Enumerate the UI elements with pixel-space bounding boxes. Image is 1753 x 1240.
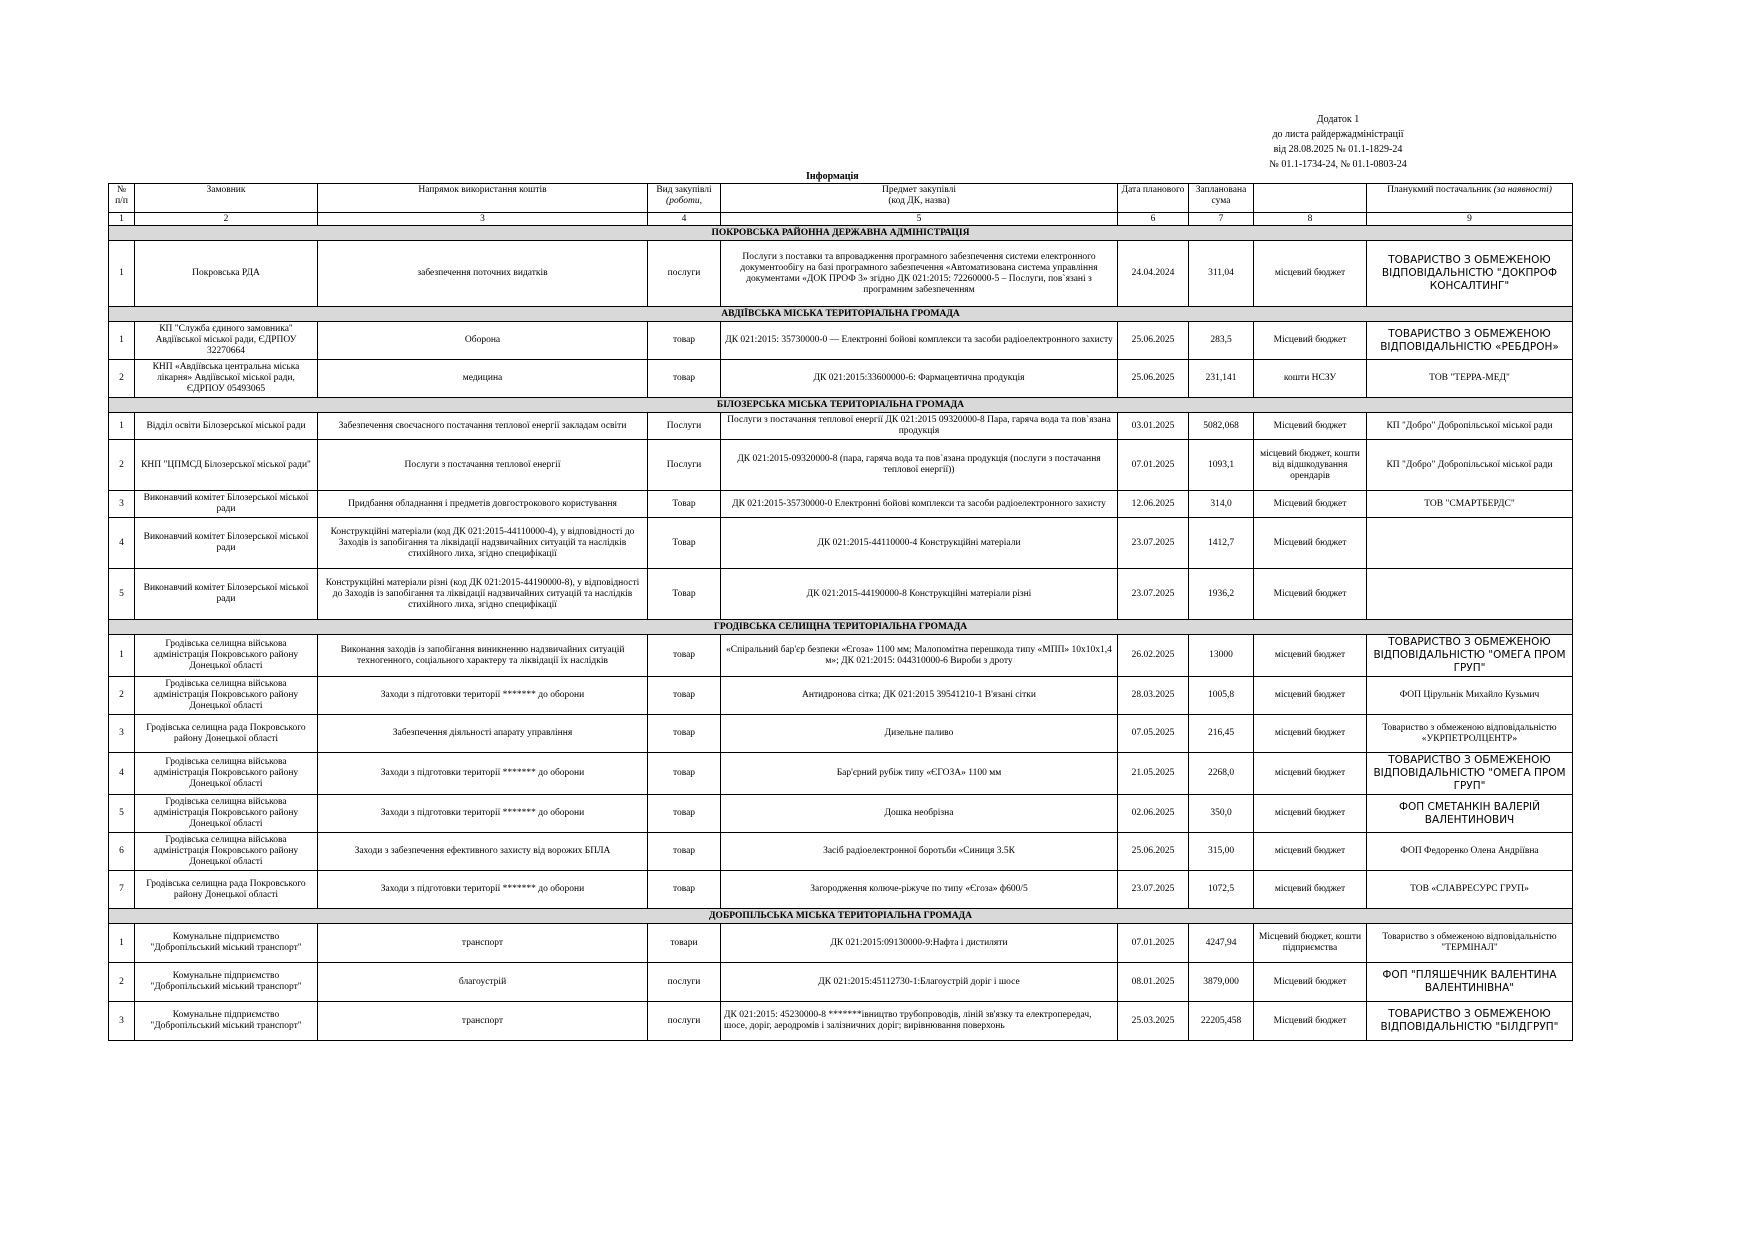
row-number: 3 xyxy=(109,715,135,753)
supplier-cell: Товариство з обмеженою відповідальністю "ТЕРМІНАЛ" xyxy=(1367,924,1573,963)
date-cell: 23.07.2025 xyxy=(1118,871,1189,909)
customer-cell: Гродівська селищна військова адміністрація Покровського району Донецької області xyxy=(135,753,318,795)
sum-cell: 1005,8 xyxy=(1189,677,1254,715)
date-cell: 24.04.2024 xyxy=(1118,241,1189,307)
date-cell: 07.05.2025 xyxy=(1118,715,1189,753)
column-numbers-row xyxy=(109,213,1573,226)
table-row xyxy=(109,677,1573,715)
row-number: 2 xyxy=(109,360,135,398)
customer-cell: Комунальне підприємство "Добропільський міський транспорт" xyxy=(135,1002,318,1041)
customer-cell: Гродівська селищна рада Покровського району Донецької області xyxy=(135,871,318,909)
type-cell: послуги xyxy=(648,241,721,307)
table-row xyxy=(109,753,1573,795)
sum-cell: 216,45 xyxy=(1189,715,1254,753)
col-number: 2 xyxy=(135,213,318,226)
date-cell: 07.01.2025 xyxy=(1118,440,1189,491)
date-cell: 12.06.2025 xyxy=(1118,491,1189,518)
type-cell: товар xyxy=(648,360,721,398)
source-cell: Місцевий бюджет xyxy=(1254,413,1367,440)
source-cell: місцевий бюджет xyxy=(1254,715,1367,753)
customer-cell: Покровська РДА xyxy=(135,241,318,307)
subject-cell: ДК 021:2015-44190000-8 Конструкційні матеріали різні xyxy=(721,569,1118,620)
direction-cell: Забезпечення своєчасного постачання теплової енергії закладам освіти xyxy=(318,413,648,440)
date-cell: 21.05.2025 xyxy=(1118,753,1189,795)
customer-cell: КНП «Авдіївська центральна міська лікарня» Авдіївської міської ради, ЄДРПОУ 05493065 xyxy=(135,360,318,398)
direction-cell: Заходи з забезпечення ефективного захисту від ворожих БПЛА xyxy=(318,833,648,871)
supplier-cell: КП "Добро" Добропільської міської ради xyxy=(1367,440,1573,491)
table-row xyxy=(109,871,1573,909)
supplier-cell: ТОВАРИСТВО З ОБМЕЖЕНОЮ ВІДПОВІДАЛЬНІСТЮ "ОМЕГА ПРОМ ГРУП" xyxy=(1367,753,1573,795)
row-number: 1 xyxy=(109,241,135,307)
supplier-cell: Товариство з обмеженою відповідальністю «УКРПЕТРОЛЦЕНТР» xyxy=(1367,715,1573,753)
header-line-1: Додаток 1 xyxy=(1316,114,1360,125)
source-cell: місцевий бюджет xyxy=(1254,753,1367,795)
col-header-source xyxy=(1254,184,1367,213)
procurement-table xyxy=(108,183,1573,1041)
source-cell: місцевий бюджет xyxy=(1254,833,1367,871)
subject-cell: ДК 021:2015:45112730-1:Благоустрій доріг і шосе xyxy=(721,963,1118,1002)
row-number: 1 xyxy=(109,413,135,440)
col-header-date: Дата планового xyxy=(1118,184,1189,213)
sum-cell: 4247,94 xyxy=(1189,924,1254,963)
row-number: 2 xyxy=(109,963,135,1002)
row-number: 6 xyxy=(109,833,135,871)
section-header xyxy=(109,398,1573,413)
customer-cell: Гродівська селищна військова адміністрація Покровського району Донецької області xyxy=(135,677,318,715)
source-cell: кошти НСЗУ xyxy=(1254,360,1367,398)
subject-cell: ДК 021:2015:33600000-6: Фармацевтична продукція xyxy=(721,360,1118,398)
sum-cell: 1093,1 xyxy=(1189,440,1254,491)
col-number: 9 xyxy=(1367,213,1573,226)
direction-cell: Заходи з підготовки території ******* до оборони xyxy=(318,795,648,833)
direction-cell: Виконання заходів із запобігання виникненню надзвичайних ситуацій техногенного, соціального характеру та ліквідації їх наслідків xyxy=(318,635,648,677)
type-cell: товар xyxy=(648,833,721,871)
title-text: Інформація xyxy=(806,171,859,182)
supplier-cell: КП "Добро" Добропільської міської ради xyxy=(1367,413,1573,440)
customer-cell: Комунальне підприємство "Добропільський міський транспорт" xyxy=(135,963,318,1002)
subject-cell: Бар'єрний рубіж типу «ЄГОЗА» 1100 мм xyxy=(721,753,1118,795)
sum-cell: 231,141 xyxy=(1189,360,1254,398)
sum-cell: 3879,000 xyxy=(1189,963,1254,1002)
customer-cell: Виконавчий комітет Білозерської міської ради xyxy=(135,491,318,518)
date-cell: 23.07.2025 xyxy=(1118,569,1189,620)
section-title: БІЛОЗЕРСЬКА МІСЬКА ТЕРИТОРІАЛЬНА ГРОМАДА xyxy=(109,398,1573,413)
subject-cell: ДК 021:2015:09130000-9:Нафта і дистиляти xyxy=(721,924,1118,963)
col-header-supplier xyxy=(1367,184,1573,213)
subject-cell: ДК 021:2015-35730000-0 Електронні бойові комплекси та засоби радіоелектронного захисту xyxy=(721,491,1118,518)
sum-cell: 22205,458 xyxy=(1189,1002,1254,1041)
supplier-cell: ФОП "ПЛЯШЕЧНИК ВАЛЕНТИНА ВАЛЕНТИНІВНА" xyxy=(1367,963,1573,1002)
table-row xyxy=(109,1002,1573,1041)
row-number: 3 xyxy=(109,491,135,518)
table-row xyxy=(109,795,1573,833)
type-cell: товар xyxy=(648,795,721,833)
source-cell: місцевий бюджет xyxy=(1254,795,1367,833)
table-row xyxy=(109,635,1573,677)
header-row xyxy=(109,184,1573,213)
direction-cell: Конструкційні матеріали (код ДК 021:2015-44110000-4), у відповідності до Заходів із запобігання та ліквідації надзвичайних ситуацій та наслідків стихійного лиха, згідно специфікації xyxy=(318,518,648,569)
col-number: 8 xyxy=(1254,213,1367,226)
col-number: 6 xyxy=(1118,213,1189,226)
table-row xyxy=(109,440,1573,491)
source-cell: Місцевий бюджет, кошти підприємства xyxy=(1254,924,1367,963)
sum-cell: 283,5 xyxy=(1189,322,1254,360)
date-cell: 07.01.2025 xyxy=(1118,924,1189,963)
source-cell: Місцевий бюджет xyxy=(1254,491,1367,518)
customer-cell: Гродівська селищна військова адміністрація Покровського району Донецької області xyxy=(135,635,318,677)
type-cell: товари xyxy=(648,924,721,963)
direction-cell: Заходи з підготовки території ******* до оборони xyxy=(318,753,648,795)
date-cell: 28.03.2025 xyxy=(1118,677,1189,715)
source-cell: місцевий бюджет xyxy=(1254,677,1367,715)
col-number: 5 xyxy=(721,213,1118,226)
supplier-cell: ФОП Федоренко Олена Андріївна xyxy=(1367,833,1573,871)
row-number: 1 xyxy=(109,924,135,963)
row-number: 3 xyxy=(109,1002,135,1041)
source-cell: Місцевий бюджет xyxy=(1254,963,1367,1002)
subject-cell: Послуги з поставки та впровадження програмного забезпечення системи електронного документообігу на базі програмного забезпечення «Автоматизована система управління документами «ДОК ПРОФ 3» згідно ДК 021:2015: 72260000-5 – Послуги, пов`язані з програмним забезпеченням xyxy=(721,241,1118,307)
type-cell: товар xyxy=(648,322,721,360)
table-row xyxy=(109,322,1573,360)
subject-cell: «Спіральний бар'єр безпеки «Єгоза» 1100 мм; Малопомітна перешкода типу «МПП» 10х10х1,4 м»; ДК 021:2015: 044310000-6 Вироби з дроту xyxy=(721,635,1118,677)
supplier-cell: ФОП СМЕТАНКІН ВАЛЕРІЙ ВАЛЕНТИНОВИЧ xyxy=(1367,795,1573,833)
header-line-4: № 01.1-1734-24, № 01.1-0803-24 xyxy=(1269,159,1407,170)
row-number: 5 xyxy=(109,795,135,833)
supplier-cell: ТОВ "ТЕРРА-МЕД" xyxy=(1367,360,1573,398)
section-header xyxy=(109,226,1573,241)
sum-cell: 1412,7 xyxy=(1189,518,1254,569)
table-row xyxy=(109,963,1573,1002)
type-cell: Товар xyxy=(648,518,721,569)
date-cell: 25.06.2025 xyxy=(1118,833,1189,871)
sum-cell: 314,0 xyxy=(1189,491,1254,518)
section-header xyxy=(109,307,1573,322)
section-title: АВДІЇВСЬКА МІСЬКА ТЕРИТОРІАЛЬНА ГРОМАДА xyxy=(109,307,1573,322)
header-line-3: від 28.08.2025 № 01.1-1829-24 xyxy=(1273,144,1403,155)
subject-cell: ДК 021:2015-44110000-4 Конструкційні матеріали xyxy=(721,518,1118,569)
table-row xyxy=(109,569,1573,620)
date-cell: 03.01.2025 xyxy=(1118,413,1189,440)
source-cell: Місцевий бюджет xyxy=(1254,1002,1367,1041)
col-header-subject-line2: (код ДК, назва) xyxy=(888,196,950,206)
subject-cell: ДК 021:2015: 45230000-8 *******івництво трубопроводів, ліній зв'язку та електропередач, шосе, доріг, аеродромів і залізничних доріг; вирівнювання поверхонь xyxy=(721,1002,1118,1041)
document-header xyxy=(1238,112,1438,172)
row-number: 2 xyxy=(109,440,135,491)
subject-cell: Послуги з постачання теплової енергії ДК 021:2015 09320000-8 Пара, гаряча вода та пов`язана продукція xyxy=(721,413,1118,440)
col-number: 7 xyxy=(1189,213,1254,226)
date-cell: 26.02.2025 xyxy=(1118,635,1189,677)
header-line-2: до листа райдержадміністрації xyxy=(1272,129,1404,140)
direction-cell: Оборона xyxy=(318,322,648,360)
table-row xyxy=(109,360,1573,398)
date-cell: 02.06.2025 xyxy=(1118,795,1189,833)
col-header-subject-line1: Предмет закупівлі xyxy=(882,185,956,195)
col-header-type-line2: (роботи, xyxy=(666,196,702,206)
direction-cell: забезпечення поточних видатків xyxy=(318,241,648,307)
subject-cell: Засіб радіоелектронної боротьби «Синиця 3.5К xyxy=(721,833,1118,871)
direction-cell: благоустрій xyxy=(318,963,648,1002)
sum-cell: 315,00 xyxy=(1189,833,1254,871)
col-number: 1 xyxy=(109,213,135,226)
date-cell: 08.01.2025 xyxy=(1118,963,1189,1002)
type-cell: Товар xyxy=(648,569,721,620)
col-number: 3 xyxy=(318,213,648,226)
type-cell: товар xyxy=(648,715,721,753)
type-cell: товар xyxy=(648,871,721,909)
customer-cell: Гродівська селищна військова адміністрація Покровського району Донецької області xyxy=(135,833,318,871)
table-row xyxy=(109,413,1573,440)
subject-cell: ДК 021:2015-09320000-8 (пара, гаряча вода та пов`язана продукція (послуги з постачання теплової енергії)) xyxy=(721,440,1118,491)
customer-cell: Гродівська селищна військова адміністрація Покровського району Донецької області xyxy=(135,795,318,833)
type-cell: послуги xyxy=(648,1002,721,1041)
supplier-cell: ТОВ «СЛАВРЕСУРС ГРУП» xyxy=(1367,871,1573,909)
date-cell: 25.03.2025 xyxy=(1118,1002,1189,1041)
type-cell: товар xyxy=(648,635,721,677)
customer-cell: КП "Служба єдиного замовника" Авдіївської міської ради, ЄДРПОУ 32270664 xyxy=(135,322,318,360)
sum-cell: 5082,068 xyxy=(1189,413,1254,440)
col-header-supplier-main: Планукмий постачальник xyxy=(1387,185,1492,195)
sum-cell: 1072,5 xyxy=(1189,871,1254,909)
table-row xyxy=(109,491,1573,518)
supplier-cell: ТОВАРИСТВО З ОБМЕЖЕНОЮ ВІДПОВІДАЛЬНІСТЮ "БІЛДГРУП" xyxy=(1367,1002,1573,1041)
supplier-cell: ФОП Цірульнік Михайло Кузьмич xyxy=(1367,677,1573,715)
row-number: 5 xyxy=(109,569,135,620)
direction-cell: медицина xyxy=(318,360,648,398)
row-number: 2 xyxy=(109,677,135,715)
col-number: 4 xyxy=(648,213,721,226)
source-cell: Місцевий бюджет xyxy=(1254,518,1367,569)
direction-cell: Заходи з підготовки території ******* до оборони xyxy=(318,871,648,909)
direction-cell: транспорт xyxy=(318,924,648,963)
row-number: 7 xyxy=(109,871,135,909)
section-title: ПОКРОВСЬКА РАЙОННА ДЕРЖАВНА АДМІНІСТРАЦІЯ xyxy=(109,226,1573,241)
type-cell: Послуги xyxy=(648,413,721,440)
section-title: ГРОДІВСЬКА СЕЛИЩНА ТЕРИТОРІАЛЬНА ГРОМАДА xyxy=(109,620,1573,635)
customer-cell: КНП "ЦПМСД Білозерської міської ради" xyxy=(135,440,318,491)
supplier-cell xyxy=(1367,518,1573,569)
row-number: 1 xyxy=(109,322,135,360)
supplier-cell: ТОВАРИСТВО З ОБМЕЖЕНОЮ ВІДПОВІДАЛЬНІСТЮ «РЕБДРОН» xyxy=(1367,322,1573,360)
table-row xyxy=(109,518,1573,569)
section-title: ДОБРОПІЛЬСЬКА МІСЬКА ТЕРИТОРІАЛЬНА ГРОМАДА xyxy=(109,909,1573,924)
direction-cell: Заходи з підготовки території ******* до оборони xyxy=(318,677,648,715)
col-header-subject xyxy=(721,184,1118,213)
customer-cell: Виконавчий комітет Білозерської міської ради xyxy=(135,569,318,620)
table-row xyxy=(109,924,1573,963)
source-cell: Місцевий бюджет xyxy=(1254,569,1367,620)
subject-cell: Дошка необрізна xyxy=(721,795,1118,833)
direction-cell: Забезпечення діяльності апарату управління xyxy=(318,715,648,753)
type-cell: товар xyxy=(648,753,721,795)
customer-cell: Гродівська селищна рада Покровського району Донецької області xyxy=(135,715,318,753)
source-cell: місцевий бюджет xyxy=(1254,635,1367,677)
col-header-type-line1: Вид закупівлі xyxy=(656,185,712,195)
customer-cell: Відділ освіти Білозерської міської ради xyxy=(135,413,318,440)
section-header xyxy=(109,620,1573,635)
col-header-type xyxy=(648,184,721,213)
section-header xyxy=(109,909,1573,924)
direction-cell: Послуги з постачання теплової енергії xyxy=(318,440,648,491)
supplier-cell xyxy=(1367,569,1573,620)
source-cell: місцевий бюджет, кошти від відшкодування орендарів xyxy=(1254,440,1367,491)
customer-cell: Комунальне підприємство "Добропільський міський транспорт" xyxy=(135,924,318,963)
type-cell: послуги xyxy=(648,963,721,1002)
type-cell: Послуги xyxy=(648,440,721,491)
subject-cell: Загородження колюче-ріжуче по типу «Єгоза» ф600/5 xyxy=(721,871,1118,909)
col-header-customer: Замовник xyxy=(135,184,318,213)
date-cell: 25.06.2025 xyxy=(1118,360,1189,398)
supplier-cell: ТОВАРИСТВО З ОБМЕЖЕНОЮ ВІДПОВІДАЛЬНІСТЮ "ДОКПРОФ КОНСАЛТИНГ" xyxy=(1367,241,1573,307)
direction-cell: Конструкційні матеріали різні (код ДК 021:2015-44190000-8), у відповідності до Заходів із запобігання та ліквідації надзвичайних ситуацій та наслідків стихійного лиха, згідно специфікації xyxy=(318,569,648,620)
table-row xyxy=(109,715,1573,753)
supplier-cell: ТОВ "СМАРТБЕРДС" xyxy=(1367,491,1573,518)
type-cell: товар xyxy=(648,677,721,715)
type-cell: Товар xyxy=(648,491,721,518)
col-header-number: № п/п xyxy=(109,184,135,213)
date-cell: 23.07.2025 xyxy=(1118,518,1189,569)
col-header-direction: Напрямок використання коштів xyxy=(318,184,648,213)
source-cell: Місцевий бюджет xyxy=(1254,322,1367,360)
sum-cell: 13000 xyxy=(1189,635,1254,677)
direction-cell: транспорт xyxy=(318,1002,648,1041)
sum-cell: 350,0 xyxy=(1189,795,1254,833)
sum-cell: 2268,0 xyxy=(1189,753,1254,795)
subject-cell: ДК 021:2015: 35730000-0 — Електронні бойові комплекси та засоби радіоелектронного захисту xyxy=(721,322,1118,360)
supplier-cell: ТОВАРИСТВО З ОБМЕЖЕНОЮ ВІДПОВІДАЛЬНІСТЮ "ОМЕГА ПРОМ ГРУП" xyxy=(1367,635,1573,677)
table-row xyxy=(109,241,1573,307)
subject-cell: Антидронова сітка; ДК 021:2015 39541210-1 В'язані сітки xyxy=(721,677,1118,715)
direction-cell: Придбання обладнання і предметів довгострокового користування xyxy=(318,491,648,518)
sum-cell: 311,04 xyxy=(1189,241,1254,307)
date-cell: 25.06.2025 xyxy=(1118,322,1189,360)
customer-cell: Виконавчий комітет Білозерської міської ради xyxy=(135,518,318,569)
row-number: 4 xyxy=(109,518,135,569)
row-number: 1 xyxy=(109,635,135,677)
sum-cell: 1936,2 xyxy=(1189,569,1254,620)
source-cell: місцевий бюджет xyxy=(1254,871,1367,909)
col-header-supplier-note: (за наявності) xyxy=(1493,185,1552,195)
row-number: 4 xyxy=(109,753,135,795)
table-row xyxy=(109,833,1573,871)
col-header-sum: Запланована сума xyxy=(1189,184,1254,213)
subject-cell: Дизельне паливо xyxy=(721,715,1118,753)
source-cell: місцевий бюджет xyxy=(1254,241,1367,307)
